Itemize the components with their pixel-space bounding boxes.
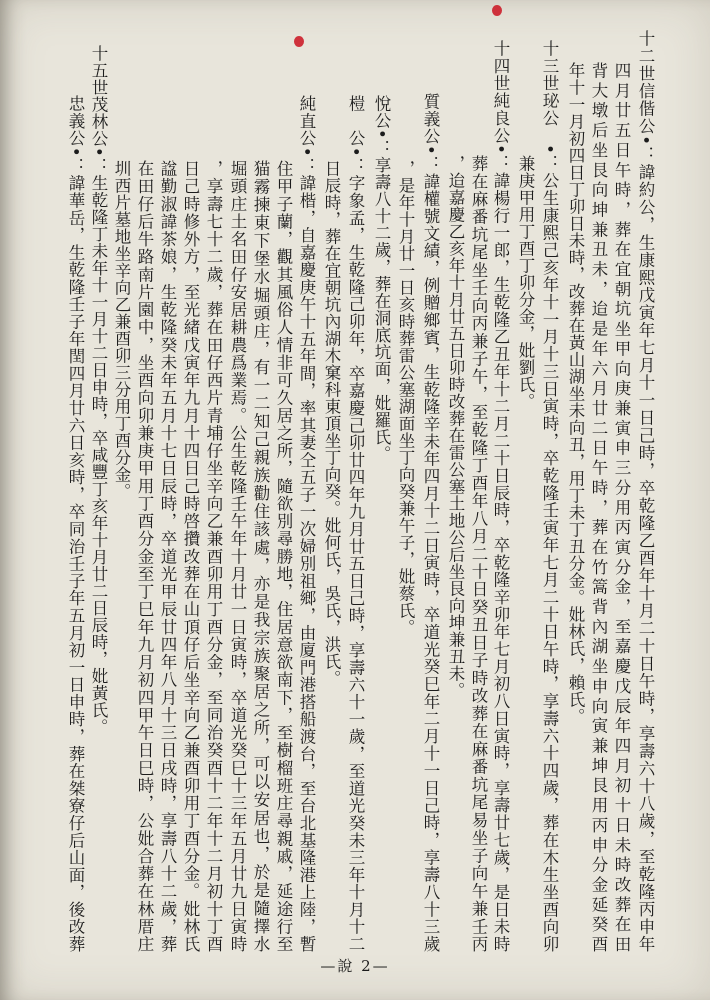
- text-column: 年十一月初四日丁卯日未時，改葬在黃山湖坐未向丑，用丁未丁丑分金。妣林氏，賴氏。: [566, 62, 585, 725]
- text-column: 猫霧揀東下堡水堀頭庄，有一二知己親族勸住該處，亦是我宗族聚居之所，可以安居也，於是隨擇水: [251, 160, 270, 952]
- entry-heading-column: 十五世茂林公•：生乾隆丁未年十一月十二日申時，卒咸豐丁亥年十月廿二日辰時，妣黃氏。: [89, 45, 108, 736]
- entry-heading-column: 質義公•：諱權號文績，例贈鄉賓，生乾隆辛未年四月十二日寅時，卒道光癸巳年二月十一日己時，享壽八十三歲: [421, 93, 440, 952]
- text-column: 四月廿五日午時，葬在宜朝坑坐甲向庚兼寅申三分用丙寅分金，至嘉慶戊辰年四月初十日未時改葬在田: [612, 62, 631, 952]
- text-column: 堀頭庄土名田仔安居耕農爲業焉。公生乾隆壬午年十月廿一日寅時，卒道光癸巳十三年五月廿九日寅時: [228, 160, 247, 952]
- entry-heading-column: 純直公•：諱楷，自嘉慶庚午十五年間，率其妻仝五子一次婦別祖鄉，由廈門港搭船渡台，至台北基隆港上陸，暫: [297, 95, 316, 952]
- text-column: 在田仔后牛路南片園中，坐酉向卯兼庚甲用丁酉分金至丁巳年九月初四甲午日巳時，公妣合葬在林厝庄: [135, 160, 154, 952]
- text-column: 住甲子蘭，觀其風俗人情非可久居之所，隨欲別尋勝地，住居意欲南下，至樹榴班庄尋親戚，延途行至: [274, 160, 293, 952]
- entry-heading-column: 十三世珌公 •：公生康熙己亥年十一月十三日寅時，卒乾隆壬寅年七月二十日午時，享壽六十四歲，葬在木生坐酉向卯: [540, 40, 559, 952]
- page-number: —說 2—: [320, 957, 390, 975]
- text-column: 諡勤淑諱茶娘，生乾隆癸未年五月十七日辰時，卒道光甲辰廿四年八月十三日戌時，享壽八十二歲，葬: [158, 160, 177, 952]
- text-column: 背大墩后坐艮向坤兼丑未，迨是年六月廿二日午時，葬在竹篙背內湖坐申向寅兼坤艮用丙申分金延癸酉: [589, 62, 608, 952]
- text-column: 日辰時，葬在宜朝坑內湖木窠科東頂坐丁向癸。妣何氏，吳氏，洪氏。: [322, 160, 341, 687]
- text-column: 圳西片墓地坐辛向乙兼酉卯三分用丁酉分金。: [112, 160, 131, 500]
- entry-heading-column: 悅公•：享壽八十二歲，葬在洞底坑面，妣羅氏。: [372, 95, 391, 463]
- entry-heading-column: 忠義公•：諱華岳，生乾隆壬子年閏四月廿六日亥時，卒同治壬子年五月初一日申時，葬在桀寮仔后山面，後改葬: [66, 95, 85, 952]
- text-column: 日己時修外方，至光緒戊寅年九月十四日己時啓攢改葬在山頂仔后坐辛向乙兼酉卯用丁酉分金。妣林氏: [181, 160, 200, 952]
- text-column: ，享壽七十二歲，葬在田仔西片青埔仔坐辛向乙兼酉卯用丁酉分金，至同治癸酉十二年十二月初十丁酉: [204, 160, 223, 952]
- red-ink-mark: [294, 36, 304, 47]
- text-column: ，是年十月廿一日亥時葬雷公塞湖面坐丁向癸兼午子，妣蔡氏。: [396, 160, 415, 636]
- text-column: ，迨嘉慶乙亥年十月廿五日卯時改葬在雷公塞土地公后坐艮向坤兼丑未。: [446, 155, 465, 699]
- text-column: 兼庚甲用丁酉丁卯分金，妣劉氏。: [516, 155, 535, 410]
- text-column: 葬在麻番坑尾坐壬向丙兼子午，至乾隆丁酉年八月二十日癸丑日子時改葬在麻番坑尾易坐子向午兼壬丙: [469, 155, 488, 952]
- entry-heading-column: 榿 公•：字象孟，生乾隆己卯年，卒嘉慶己卯廿四年九月廿五日己時，享壽六十一歲，至道光癸未三年十月十二: [346, 95, 365, 952]
- entry-heading-column: 十四世純良公•：諱楊行一郎，生乾隆乙丑年十二月二十日辰時，卒乾隆辛卯年七月初八日寅時，享壽廿七歲，是日未時: [491, 40, 510, 952]
- red-ink-mark: [492, 5, 502, 16]
- entry-heading-column: 十二世信偕公•：諱約公，生康熙戊寅年七月十一日己時，卒乾隆乙酉年十月二十日午時，享壽六十八歲，至乾隆丙申年: [636, 30, 655, 952]
